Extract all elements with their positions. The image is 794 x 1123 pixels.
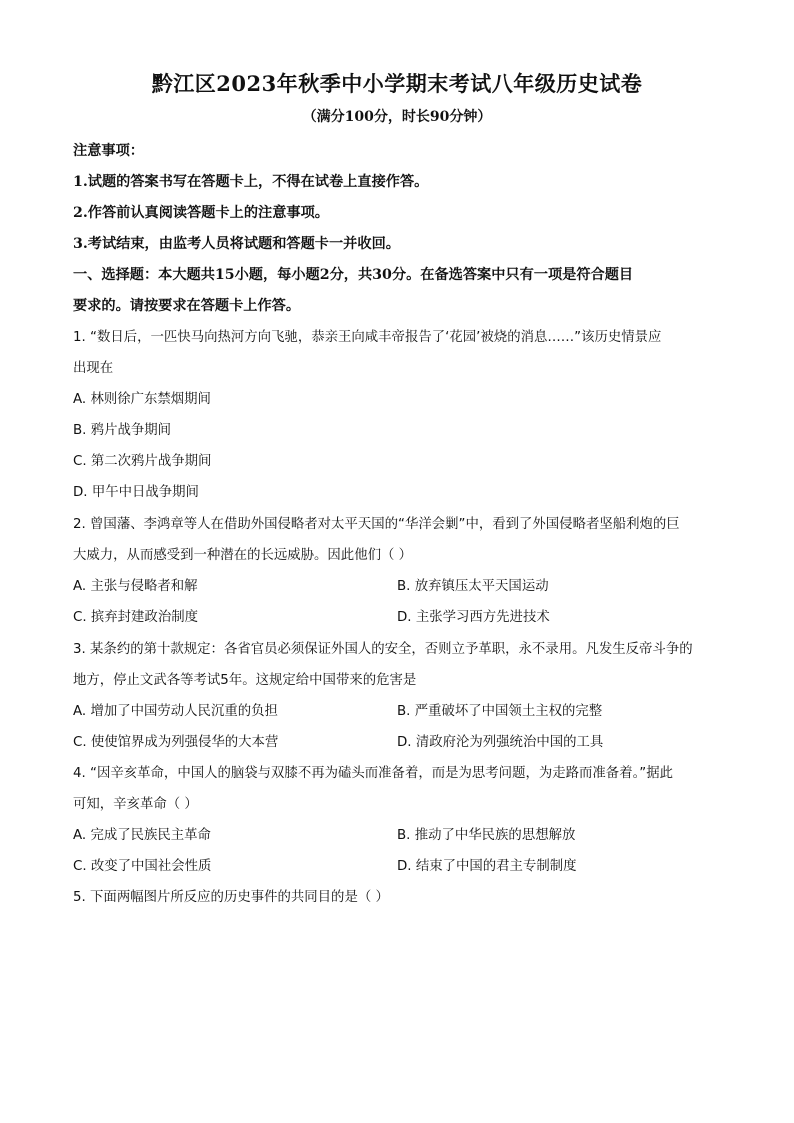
question-3-option-b: B. 严重破坏了中国领土主权的完整 bbox=[397, 704, 603, 719]
question-1-option-c: C. 第二次鸦片战争期间 bbox=[73, 454, 212, 469]
question-3-option-a: A. 增加了中国劳动人民沉重的负担 bbox=[73, 704, 278, 719]
exam-subtitle: （满分100分，时长90分钟） bbox=[302, 109, 492, 125]
question-5-stem-line-1: 5. 下面两幅图片所反应的历史事件的共同目的是（ ） bbox=[73, 890, 389, 905]
question-3-stem-line-1: 3. 某条约的第十款规定：各省官员必须保证外国人的安全，否则立予革职，永不录用。凡发生反帝斗争的 bbox=[73, 642, 693, 657]
question-4-stem-line-1: 4. “因辛亥革命，中国人的脑袋与双膝不再为磕头而准备着，而是为思考问题，为走路而准备着。”据此 bbox=[73, 766, 674, 781]
question-4-stem-line-2: 可知，辛亥革命（ ） bbox=[73, 797, 198, 812]
question-2-option-a: A. 主张与侵略者和解 bbox=[73, 579, 198, 594]
question-1-option-a: A. 林则徐广东禁烟期间 bbox=[73, 392, 211, 407]
question-3-stem-line-2: 地方，停止文武各等考试5年。这规定给中国带来的危害是 bbox=[73, 673, 417, 688]
question-1-option-d: D. 甲午中日战争期间 bbox=[73, 485, 199, 500]
notice-item-3: 3.考试结束，由监考人员将试题和答题卡一并收回。 bbox=[73, 236, 400, 252]
question-3-option-d: D. 清政府沦为列强统治中国的工具 bbox=[397, 735, 604, 750]
question-2-stem-line-1: 2. 曾国藩、李鸿章等人在借助外国侵略者对太平天国的“华洋会剿”中，看到了外国侵略者坚船利炮的巨 bbox=[73, 517, 680, 532]
question-4-option-b: B. 推动了中华民族的思想解放 bbox=[397, 828, 576, 843]
question-2-option-d: D. 主张学习西方先进技术 bbox=[397, 610, 550, 625]
question-2-option-c: C. 摈弃封建政治制度 bbox=[73, 610, 198, 625]
question-2-stem-line-2: 大威力，从而感受到一种潜在的长远威胁。因此他们（ ） bbox=[73, 548, 413, 563]
question-1-option-b: B. 鸦片战争期间 bbox=[73, 423, 172, 438]
section-instruction-line-1: 一、选择题：本大题共15小题，每小题2分，共30分。在备选答案中只有一项是符合题目 bbox=[73, 267, 634, 283]
question-1-stem-line-1: 1. “数日后，一匹快马向热河方向飞驰，恭亲王向咸丰帝报告了‘花园’被烧的消息……”该历史情景应 bbox=[73, 330, 662, 345]
question-3-option-c: C. 使使馆界成为列强侵华的大本营 bbox=[73, 735, 279, 750]
question-1-stem-line-2: 出现在 bbox=[73, 361, 114, 376]
section-instruction-line-2: 要求的。请按要求在答题卡上作答。 bbox=[73, 298, 301, 314]
question-2-option-b: B. 放弃镇压太平天国运动 bbox=[397, 579, 549, 594]
question-4-option-a: A. 完成了民族民主革命 bbox=[73, 828, 211, 843]
exam-title: 黔江区2023年秋季中小学期末考试八年级历史试卷 bbox=[151, 71, 643, 96]
notice-heading: 注意事项： bbox=[73, 143, 144, 159]
question-4-option-c: C. 改变了中国社会性质 bbox=[73, 859, 212, 874]
question-4-option-d: D. 结束了中国的君主专制制度 bbox=[397, 859, 577, 874]
notice-item-2: 2.作答前认真阅读答题卡上的注意事项。 bbox=[73, 205, 329, 221]
notice-item-1: 1.试题的答案书写在答题卡上，不得在试卷上直接作答。 bbox=[73, 174, 429, 190]
